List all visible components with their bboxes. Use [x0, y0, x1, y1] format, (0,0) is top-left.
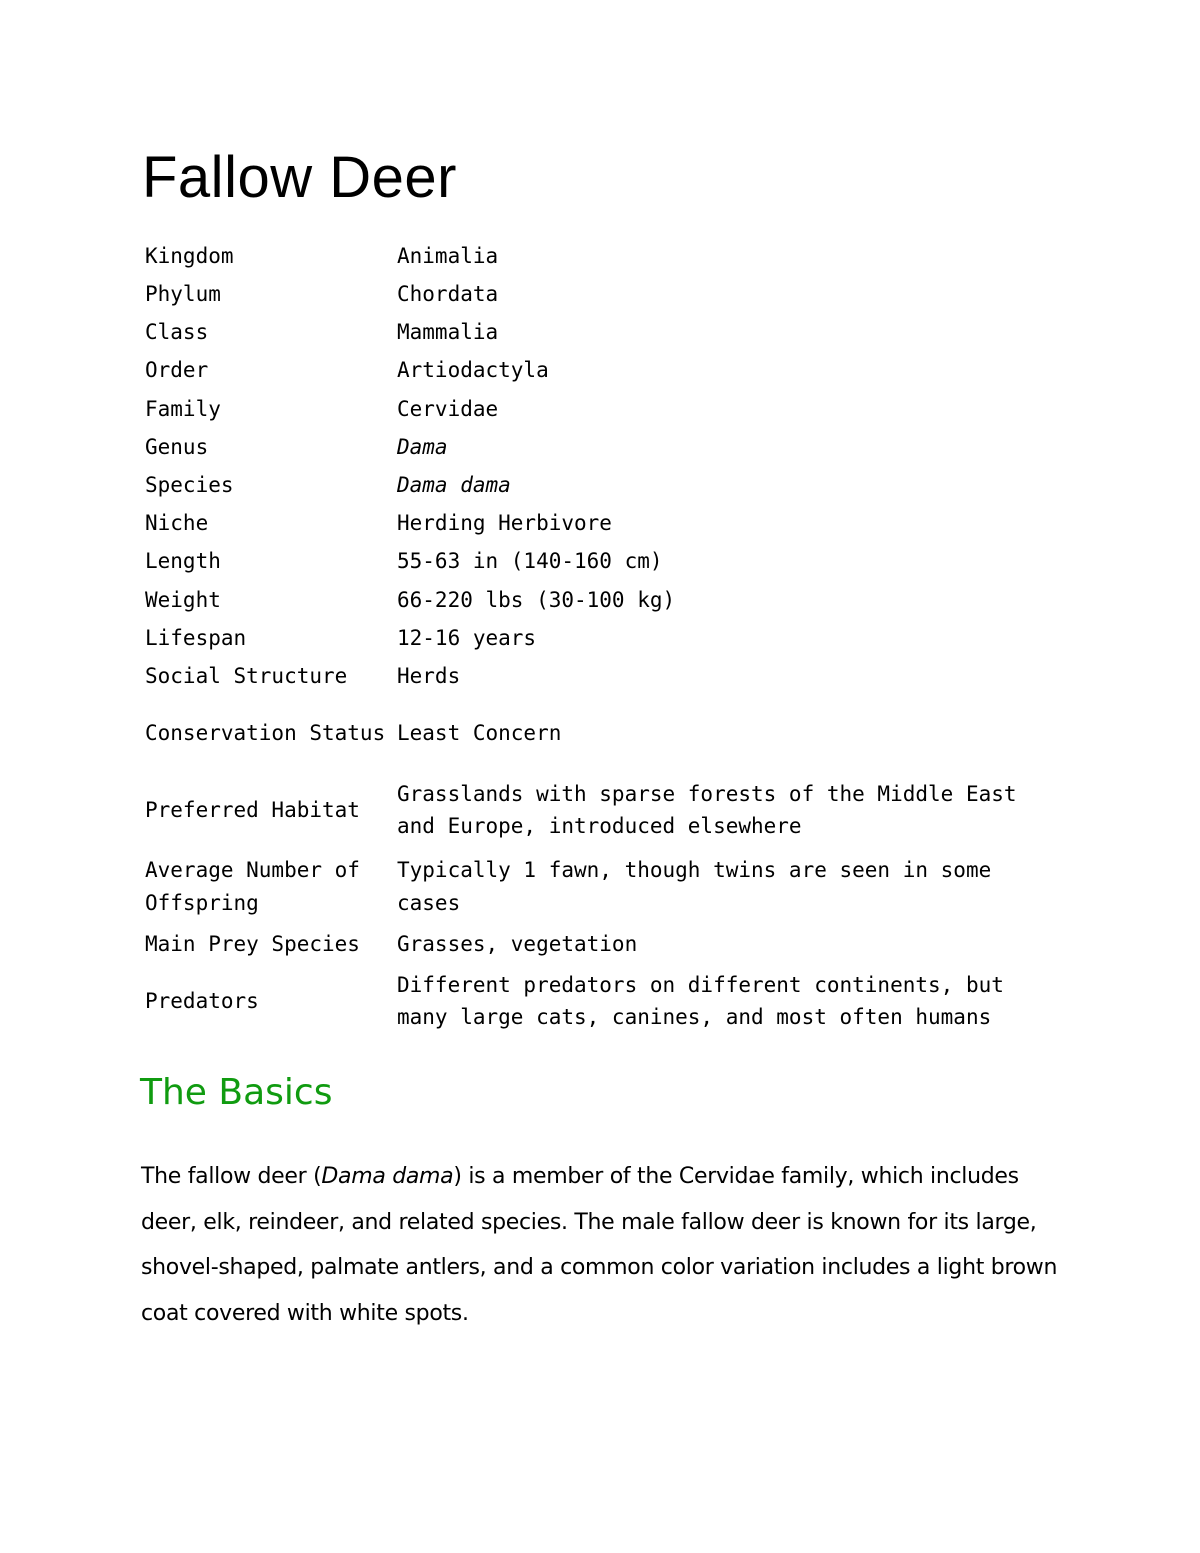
fact-label: Weight [145, 587, 221, 612]
table-row [145, 772, 1045, 849]
fact-label: Lifespan [145, 625, 247, 650]
fact-value: 55-63 in (140-160 cm) [397, 549, 663, 574]
fact-value: Typically 1 fawn, though twins are seen in some cases [397, 858, 992, 915]
fact-label: Length [145, 549, 221, 574]
fact-label: Main Prey Species [145, 931, 360, 956]
fact-value: Artiodactyla [397, 358, 549, 383]
table-row [145, 695, 1045, 772]
table-row [145, 848, 1045, 925]
table-row [145, 619, 1045, 657]
fact-label: Class [145, 320, 209, 345]
fact-value: Mammalia [397, 320, 499, 345]
fact-label: Phylum [145, 282, 221, 307]
section-heading-basics: The Basics [140, 1072, 333, 1113]
scientific-name: Dama dama [321, 1164, 454, 1189]
fact-value: Chordata [397, 282, 499, 307]
fact-label: Order [145, 358, 209, 383]
taxonomy-facts-table [145, 237, 1045, 1039]
table-row [145, 313, 1045, 351]
fact-label: Average Number of Offspring [145, 858, 360, 915]
table-row [145, 390, 1045, 428]
table-row [145, 543, 1045, 581]
fact-value: Herding Herbivore [397, 511, 612, 536]
fact-value: Least Concern [397, 721, 562, 746]
table-row [145, 466, 1045, 504]
fact-label: Niche [145, 511, 209, 536]
fact-value: Grasslands with sparse forests of the Middle East and Europe, introduced elsewhere [397, 781, 1017, 838]
table-row [145, 428, 1045, 466]
table-row [145, 657, 1045, 695]
fact-label: Predators [145, 988, 259, 1013]
fact-value: 66-220 lbs (30-100 kg) [397, 587, 676, 612]
table-row [145, 963, 1045, 1040]
fact-value: Cervidae [397, 396, 499, 421]
fact-label: Genus [145, 434, 209, 459]
fact-value: Grasses, vegetation [397, 931, 638, 956]
fact-value-species: Dama dama [397, 472, 511, 497]
fact-value: Different predators on different continents, but many large cats, canines, and most often humans [397, 972, 1004, 1030]
fact-label: Family [145, 396, 221, 421]
fact-label: Preferred Habitat [145, 797, 360, 822]
table-row [145, 504, 1045, 542]
fact-value: Animalia [397, 243, 499, 268]
fact-label: Conservation Status [145, 721, 386, 746]
fact-value: 12-16 years [397, 625, 537, 650]
table-row [145, 275, 1045, 313]
fact-label: Species [145, 472, 234, 497]
table-row [145, 237, 1045, 275]
paragraph-text: ) is a member of the Cervidae family, which includes deer, elk, reindeer, and related species. The male fallow deer is known for its large, shovel-shaped, palmate antlers, and a common color variation includes a light brown coat covered with white spots. [141, 1164, 1058, 1326]
table-row [145, 581, 1045, 619]
table-row [145, 925, 1045, 963]
page-title: Fallow Deer [142, 145, 457, 210]
fact-label: Kingdom [145, 243, 234, 268]
fact-label: Social Structure [145, 663, 348, 688]
table-row [145, 352, 1045, 390]
fact-value: Herds [397, 663, 461, 688]
fact-value-genus: Dama [397, 434, 448, 459]
basics-paragraph [141, 1154, 1061, 1336]
paragraph-text: The fallow deer ( [141, 1164, 322, 1189]
